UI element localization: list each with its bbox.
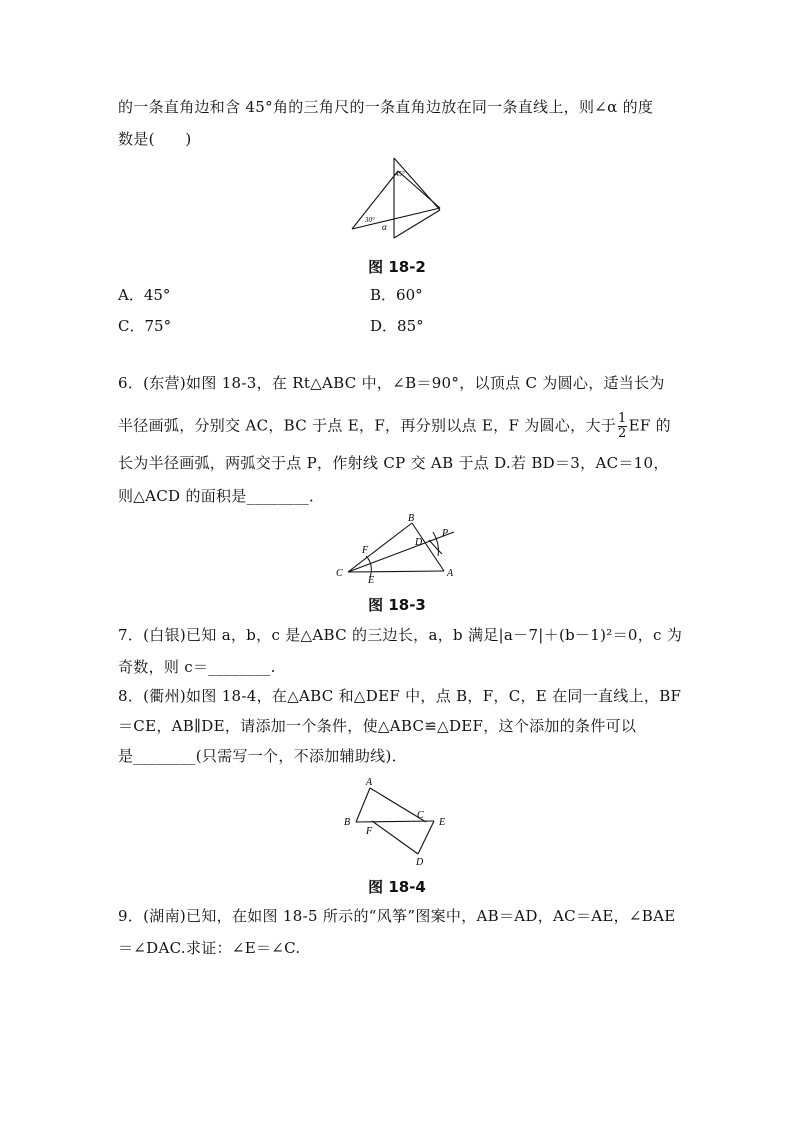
q6-frac-num: 1 xyxy=(618,411,627,426)
fig182-caption: 图 18-2 xyxy=(368,258,426,276)
q5-option-d: D．85° xyxy=(370,317,424,335)
fig182-set-square-30-edge2 xyxy=(352,171,398,229)
q5-text-line1: 的一条直角边和含 45°角的三角尺的一条直角边放在同一条直线上，则∠α 的度 xyxy=(118,98,654,116)
fig183-label-a: A xyxy=(447,568,454,579)
q9-text-line2: ＝∠DAC.求证：∠E＝∠C. xyxy=(118,939,301,957)
fig182-set-square-45-edge3 xyxy=(394,210,440,238)
q6-text-line1: 6．(东营)如图 18-3，在 Rt△ABC 中，∠B＝90°，以顶点 C 为圆心，适当长为 xyxy=(118,374,665,392)
q5-option-a: A．45° xyxy=(118,286,171,304)
fig184-label-b: B xyxy=(344,817,351,828)
q9-text-line1: 9．(湖南)已知，在如图 18-5 所示的“风筝”图案中，AB＝AD，AC＝AE，∠BAE xyxy=(118,907,676,925)
q8-text-line3: 是________(只需写一个，不添加辅助线)． xyxy=(118,747,407,765)
fig184-label-d: D xyxy=(416,857,424,868)
fig184-label-a: A xyxy=(366,777,373,788)
fig183-side-cb xyxy=(348,523,412,572)
q8-text-line1: 8．(衢州)如图 18-4，在△ABC 和△DEF 中，点 B，F，C，E 在同一直线上，BF xyxy=(118,687,682,705)
fig184-label-c: C xyxy=(417,810,424,821)
fig183-side-ca xyxy=(348,571,444,572)
q6-text-line2 xyxy=(118,412,678,441)
fig183-label-d: D xyxy=(415,537,423,548)
q7-text-line1: 7．(白银)已知 a，b，c 是△ABC 的三边长，a，b 满足|a－7|＋(b－1)²＝0，c 为 xyxy=(118,626,683,644)
fig183-label-p: P xyxy=(442,528,449,539)
q5-option-b: B．60° xyxy=(370,286,423,304)
fig184-label-e: E xyxy=(439,817,446,828)
fig182-label-45: 45° xyxy=(395,170,405,178)
fig183-label-e: E xyxy=(368,575,375,586)
fig182-label-alpha: α xyxy=(382,222,387,232)
fig183-caption: 图 18-3 xyxy=(368,596,426,614)
fig183-arc-p1 xyxy=(433,532,438,556)
q6-text-line3: 长为半径画弧，两弧交于点 P，作射线 CP 交 AB 于点 D.若 BD＝3，AC＝10， xyxy=(118,454,669,472)
figure-18-4 xyxy=(336,774,460,868)
fig184-label-f: F xyxy=(366,826,373,837)
q6-line2-post: EF 的 xyxy=(628,416,671,435)
q5-text-line2: 数是( ) xyxy=(118,130,192,148)
q7-text-line2: 奇数，则 c＝________. xyxy=(118,658,276,676)
fig182-label-30: 30° xyxy=(365,216,375,224)
fig184-side-ab xyxy=(356,788,370,822)
fig183-label-f: F xyxy=(362,545,369,556)
figure-18-3 xyxy=(330,510,470,586)
figure-18-2 xyxy=(340,150,460,246)
q6-fraction xyxy=(618,412,627,441)
q5-option-c: C．75° xyxy=(118,317,172,335)
fig184-caption: 图 18-4 xyxy=(368,878,426,896)
fig183-label-c: C xyxy=(336,568,343,579)
fig184-line-be xyxy=(356,821,434,822)
q6-text-line4: 则△ACD 的面积是________． xyxy=(118,487,325,505)
fig183-label-b: B xyxy=(408,513,415,524)
q6-line2-pre: 半径画弧，分别交 AC，BC 于点 E，F，再分别以点 E，F 为圆心，大于 xyxy=(118,416,617,435)
fig184-side-fd xyxy=(372,821,418,854)
q8-text-line2: ＝CE，AB∥DE，请添加一个条件，使△ABC≌△DEF，这个添加的条件可以 xyxy=(118,717,637,735)
fig184-side-ed xyxy=(418,821,434,854)
q6-frac-den: 2 xyxy=(618,426,627,441)
